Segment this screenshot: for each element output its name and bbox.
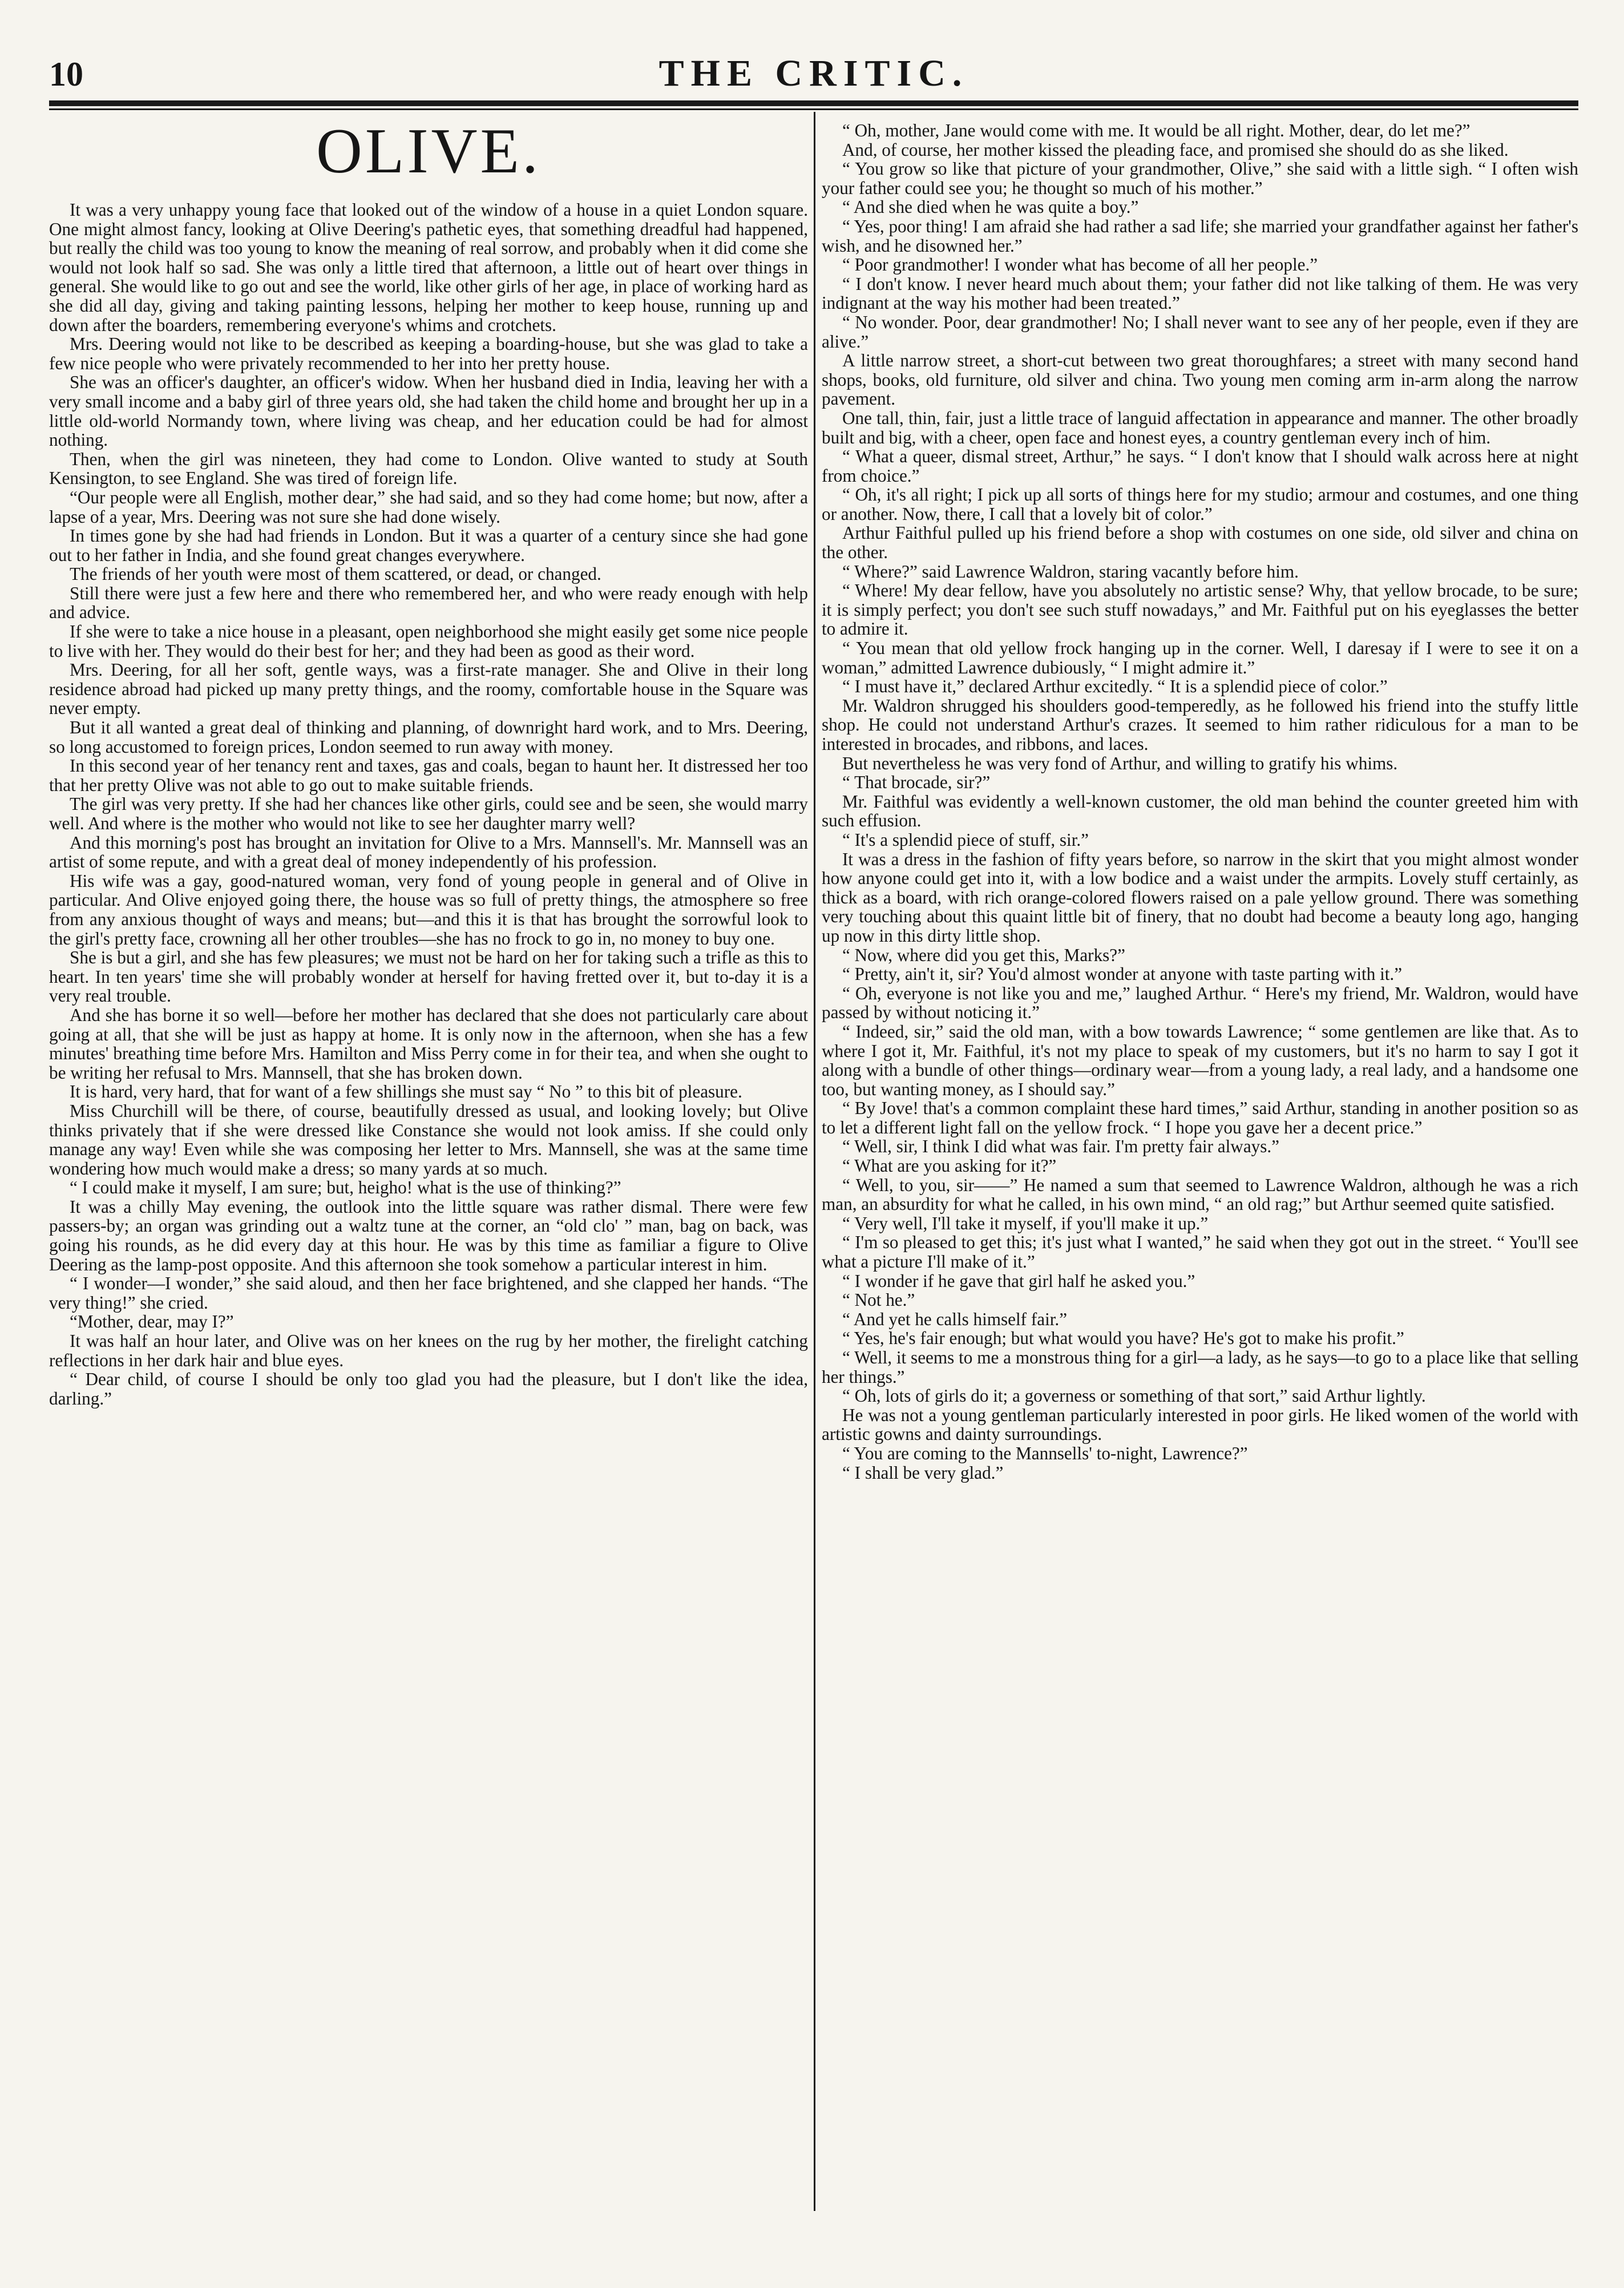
paragraph: “ I'm so pleased to get this; it's just what I wanted,” he said when they got out in the street. “ You'll see what a picture I'll make of it.”: [822, 1232, 1578, 1272]
paragraph: “ Very well, I'll take it myself, if you'll make it up.”: [842, 1213, 1209, 1233]
paragraph: “ And she died when he was quite a boy.”: [842, 197, 1139, 217]
paragraph: “ Yes, poor thing! I am afraid she had rather a sad life; she married your grandfather against her father's wish, and he disowned her.”: [822, 216, 1578, 256]
paragraph: “ I wonder—I wonder,” she said aloud, and then her face brightened, and she clapped her hands. “The very thing!” she cried.: [49, 1273, 808, 1313]
paragraph: “ By Jove! that's a common complaint these hard times,” said Arthur, standing in another position so as to let a different light fall on the yellow frock. “ I hope you gave her a decent price.”: [822, 1098, 1578, 1137]
right-column: [822, 121, 1578, 2216]
paragraph: And, of course, her mother kissed the pleading face, and promised she should do as she liked.: [842, 139, 1509, 160]
paragraph: “ Indeed, sir,” said the old man, with a bow towards Lawrence; “ some gentlemen are like that. As to where I got it, Mr. Faithful, it's not my place to speak of my customers, but it's no harm to say I got it along with a bundle of other things—ordinary wear—from a young lady, a real lady, and a handsome one too, but wanting money, as I should say.”: [822, 1021, 1578, 1099]
paragraph: “ Well, it seems to me a monstrous thing for a girl—a lady, as he says—to go to a place like that selling her things.”: [822, 1347, 1578, 1387]
paragraph: “ Oh, everyone is not like you and me,” laughed Arthur. “ Here's my friend, Mr. Waldron, would have passed by without noticing it.”: [822, 983, 1578, 1023]
paragraph: It was a dress in the fashion of fifty years before, so narrow in the skirt that you might almost wonder how anyone could get into it, with a low bodice and a waist under the armpits. Lovely stuff certainly, as thick as a board, with rich orange-colored flowers raised on a pale yellow ground. There was something very touching about this quaint little bit of finery, that no doubt had become a beauty long ago, hanging up now in this dirty little shop.: [822, 849, 1578, 946]
paragraph: If she were to take a nice house in a pleasant, open neighborhood she might easily get some nice people to live with her. They would do their best for her; and they had been as good as their word.: [49, 622, 808, 661]
paragraph: She is but a girl, and she has few pleasures; we must not be hard on her for taking such a trifle as this to heart. In ten years' time she will probably wonder at herself for having fretted over it, but to-day it is a very real trouble.: [49, 947, 808, 1006]
paragraph: “ What a queer, dismal street, Arthur,” he says. “ I don't know that I should walk across here at night from choice.”: [822, 446, 1578, 486]
paragraph: It was half an hour later, and Olive was on her knees on the rug by her mother, the firelight catching reflections in her dark hair and blue eyes.: [49, 1331, 808, 1370]
paragraph: The girl was very pretty. If she had her chances like other girls, could see and be seen, she would marry well. And where is the mother who would not like to see her daughter marry well?: [49, 794, 808, 833]
page-number: 10: [49, 55, 83, 93]
paragraph: Miss Churchill will be there, of course, beautifully dressed as usual, and looking lovely; but Olive thinks privately that if she were dressed like Constance she would not look amiss. If she could only manage any way! Even while she was composing her letter to Mrs. Mannsell, she was at the same time wondering how much would make a dress; so many yards at so much.: [49, 1100, 808, 1179]
paragraph: “ Not he.”: [842, 1290, 915, 1310]
paragraph: “ And yet he calls himself fair.”: [842, 1309, 1068, 1329]
paragraph: One tall, thin, fair, just a little trace of languid affectation in appearance and manner. The other broadly built and big, with a cheer, open face and honest eyes, a country gentleman every inch of him.: [822, 407, 1578, 447]
paragraph: “ No wonder. Poor, dear grandmother! No; I shall never want to see any of her people, even if they are alive.”: [822, 312, 1578, 352]
paragraph: She was an officer's daughter, an officer's widow. When her husband died in India, leaving her with a very small income and a baby girl of three years old, she had taken the child home and brought her up in a little old-world Normandy town, where living was cheap, and her education could be had for almost nothing.: [49, 372, 808, 450]
paragraph: “ Now, where did you get this, Marks?”: [842, 945, 1125, 965]
column-divider: [814, 112, 815, 2211]
paragraph: Mrs. Deering, for all her soft, gentle ways, was a first-rate manager. She and Olive in their long residence abroad had picked up many pretty things, and the roomy, comfortable house in the Square was never empty.: [49, 660, 808, 719]
paragraph: “ Oh, mother, Jane would come with me. It would be all right. Mother, dear, do let me?”: [842, 121, 1471, 140]
paragraph: “ Yes, he's fair enough; but what would you have? He's got to make his profit.”: [842, 1328, 1404, 1349]
publication-masthead: THE CRITIC.: [659, 53, 969, 94]
paragraph: “Mother, dear, may I?”: [70, 1312, 234, 1332]
paragraph: Mr. Waldron shrugged his shoulders good-temperedly, as he followed his friend into the stuffy little shop. He could not understand Arthur's crazes. It seemed to him rather ridiculous for a man to be interested in brocades, and ribbons, and laces.: [822, 695, 1578, 754]
paragraph: “ Pretty, ain't it, sir? You'd almost wonder at anyone with taste parting with it.”: [842, 964, 1403, 984]
paragraph: “ Well, sir, I think I did what was fair. I'm pretty fair always.”: [842, 1136, 1280, 1157]
paragraph: But nevertheless he was very fond of Arthur, and willing to gratify his whims.: [842, 753, 1398, 773]
paragraph: Still there were just a few here and there who remembered her, and who were ready enough with help and advice.: [49, 583, 808, 623]
paragraph: “ I could make it myself, I am sure; but, heigho! what is the use of thinking?”: [70, 1177, 621, 1198]
paragraph: “ That brocade, sir?”: [842, 772, 991, 793]
paragraph: “ I shall be very glad.”: [842, 1462, 1004, 1483]
paragraph: And this morning's post has brought an invitation for Olive to a Mrs. Mannsell's. Mr. Mannsell was an artist of some repute, and with a great deal of money independently of his profession.: [49, 832, 808, 872]
paragraph: “ Oh, lots of girls do it; a governess or something of that sort,” said Arthur lightly.: [842, 1386, 1426, 1406]
paragraph: “ You mean that old yellow frock hanging up in the corner. Well, I daresay if I were to see it on a woman,” admitted Lawrence dubiously, “ I might admire it.”: [822, 638, 1578, 677]
page-header: [49, 55, 1578, 97]
paragraph: “ Where?” said Lawrence Waldron, staring vacantly before him.: [842, 561, 1299, 582]
paragraph: Arthur Faithful pulled up his friend before a shop with costumes on one side, old silver and china on the other.: [822, 523, 1578, 563]
paragraph: “ It's a splendid piece of stuff, sir.”: [842, 829, 1089, 850]
paragraph: Mrs. Deering would not like to be described as keeping a boarding-house, but she was glad to take a few nice people who were privately recommended to her into her pretty house.: [49, 334, 808, 373]
paragraph: Mr. Faithful was evidently a well-known customer, the old man behind the counter greeted him with such effusion.: [822, 791, 1578, 831]
left-column: [49, 117, 808, 2212]
paragraph: A little narrow street, a short-cut between two great thoroughfares; a street with many second hand shops, books, old furniture, old silver and china. Two young men coming arm in-arm along the narrow pavement.: [822, 350, 1578, 409]
paragraph: “ Well, to you, sir——” He named a sum that seemed to Lawrence Waldron, although he was a rich man, an absurdity for what he called, in his own mind, “ an old rag;” but Arthur seemed quite satisfied.: [822, 1175, 1578, 1214]
paragraph: He was not a young gentleman particularly interested in poor girls. He liked women of the world with artistic gowns and dainty surroundings.: [822, 1405, 1578, 1444]
paragraph: “ Where! My dear fellow, have you absolutely no artistic sense? Why, that yellow brocade, to be sure; it is simply perfect; you don't see such stuff nowadays,” and Mr. Faithful put on his eyeglasses the better to admire it.: [822, 580, 1578, 639]
header-rule-thick: [49, 100, 1578, 106]
header-rule-thin: [49, 108, 1578, 110]
paragraph: Then, when the girl was nineteen, they had come to London. Olive wanted to study at South Kensington, to see England. She was tired of foreign life.: [49, 449, 808, 489]
paragraph: And she has borne it so well—before her mother has declared that she does not particularly care about going at all, that she will be just as happy at home. It is only now in the afternoon, when she has a few minutes' breathing time before Mrs. Hamilton and Miss Perry come in for their tea, and when she ought to be writing her refusal to Mrs. Mannsell, that she has broken down.: [49, 1004, 808, 1083]
paragraph: “ Poor grandmother! I wonder what has become of all her people.”: [842, 255, 1318, 275]
paragraph: “ I don't know. I never heard much about them; your father did not like talking of them. He was very indignant at the way his mother had been treated.”: [822, 273, 1578, 313]
paragraph: But it all wanted a great deal of thinking and planning, of downright hard work, and to Mrs. Deering, so long accustomed to foreign prices, London seemed to run away with money.: [49, 717, 808, 757]
paragraph: “Our people were all English, mother dear,” she had said, and so they had come home; but now, after a lapse of a year, Mrs. Deering was not sure she had done wisely.: [49, 487, 808, 527]
paragraph: “ What are you asking for it?”: [842, 1156, 1057, 1176]
paragraph: It is hard, very hard, that for want of a few shillings she must say “ No ” to this bit of pleasure.: [70, 1082, 742, 1102]
paragraph: “ I wonder if he gave that girl half he asked you.”: [842, 1270, 1195, 1291]
paragraph: In this second year of her tenancy rent and taxes, gas and coals, began to haunt her. It distressed her too that her pretty Olive was not able to go out to make suitable friends.: [49, 756, 808, 795]
paragraph: It was a very unhappy young face that looked out of the window of a house in a quiet London square. One might almost fancy, looking at Olive Deering's pathetic eyes, that something dreadful had happened, but really the child was too young to know the meaning of real sorrow, and probably when it did come she would not look half so sad. She was only a little tired that afternoon, a little out of heart over things in general. She would like to go out and see the world, like other girls of her age, in place of working hard as she did all day, giving and taking painting lessons, helping her mother to keep house, running up and down after the boarders, remembering everyone's whims and crotchets.: [49, 200, 808, 335]
paragraph: In times gone by she had had friends in London. But it was a quarter of a century since she had gone out to her father in India, and she found great changes everywhere.: [49, 526, 808, 565]
paragraph: His wife was a gay, good-natured woman, very fond of young people in general and of Olive in particular. And Olive enjoyed going there, the house was so full of pretty things, the atmosphere so free from any anxious thought of ways and means; but—and this it is that has brought the sorrowful look to the girl's pretty face, crowning all her other troubles—she has no frock to go in, no money to buy one.: [49, 870, 808, 949]
paragraph: “ You are coming to the Mannsells' to-night, Lawrence?”: [842, 1443, 1248, 1463]
paragraph: “ Oh, it's all right; I pick up all sorts of things here for my studio; armour and costumes, and one thing or another. Now, there, I call that a lovely bit of color.”: [822, 485, 1578, 524]
paragraph: “ I must have it,” declared Arthur excitedly. “ It is a splendid piece of color.”: [842, 676, 1388, 697]
paragraph: “ You grow so like that picture of your grandmother, Olive,” she said with a little sigh. “ I often wish your father could see you; he thought so much of his mother.”: [822, 159, 1578, 198]
paragraph: It was a chilly May evening, the outlook into the little square was rather dismal. There were few passers-by; an organ was grinding out a waltz tune at the corner, an “old clo' ” man, bag on back, was going his rounds, as he did every day at this hour. He was by this time as familiar a figure to Olive Deering as the lamp-post opposite. And this afternoon she took somehow a particular interest in him.: [49, 1196, 808, 1274]
article-title: OLIVE.: [316, 117, 541, 187]
paragraph: The friends of her youth were most of them scattered, or dead, or changed.: [70, 564, 601, 584]
paragraph: “ Dear child, of course I should be only too glad you had the pleasure, but I don't like the idea, darling.”: [49, 1369, 808, 1409]
